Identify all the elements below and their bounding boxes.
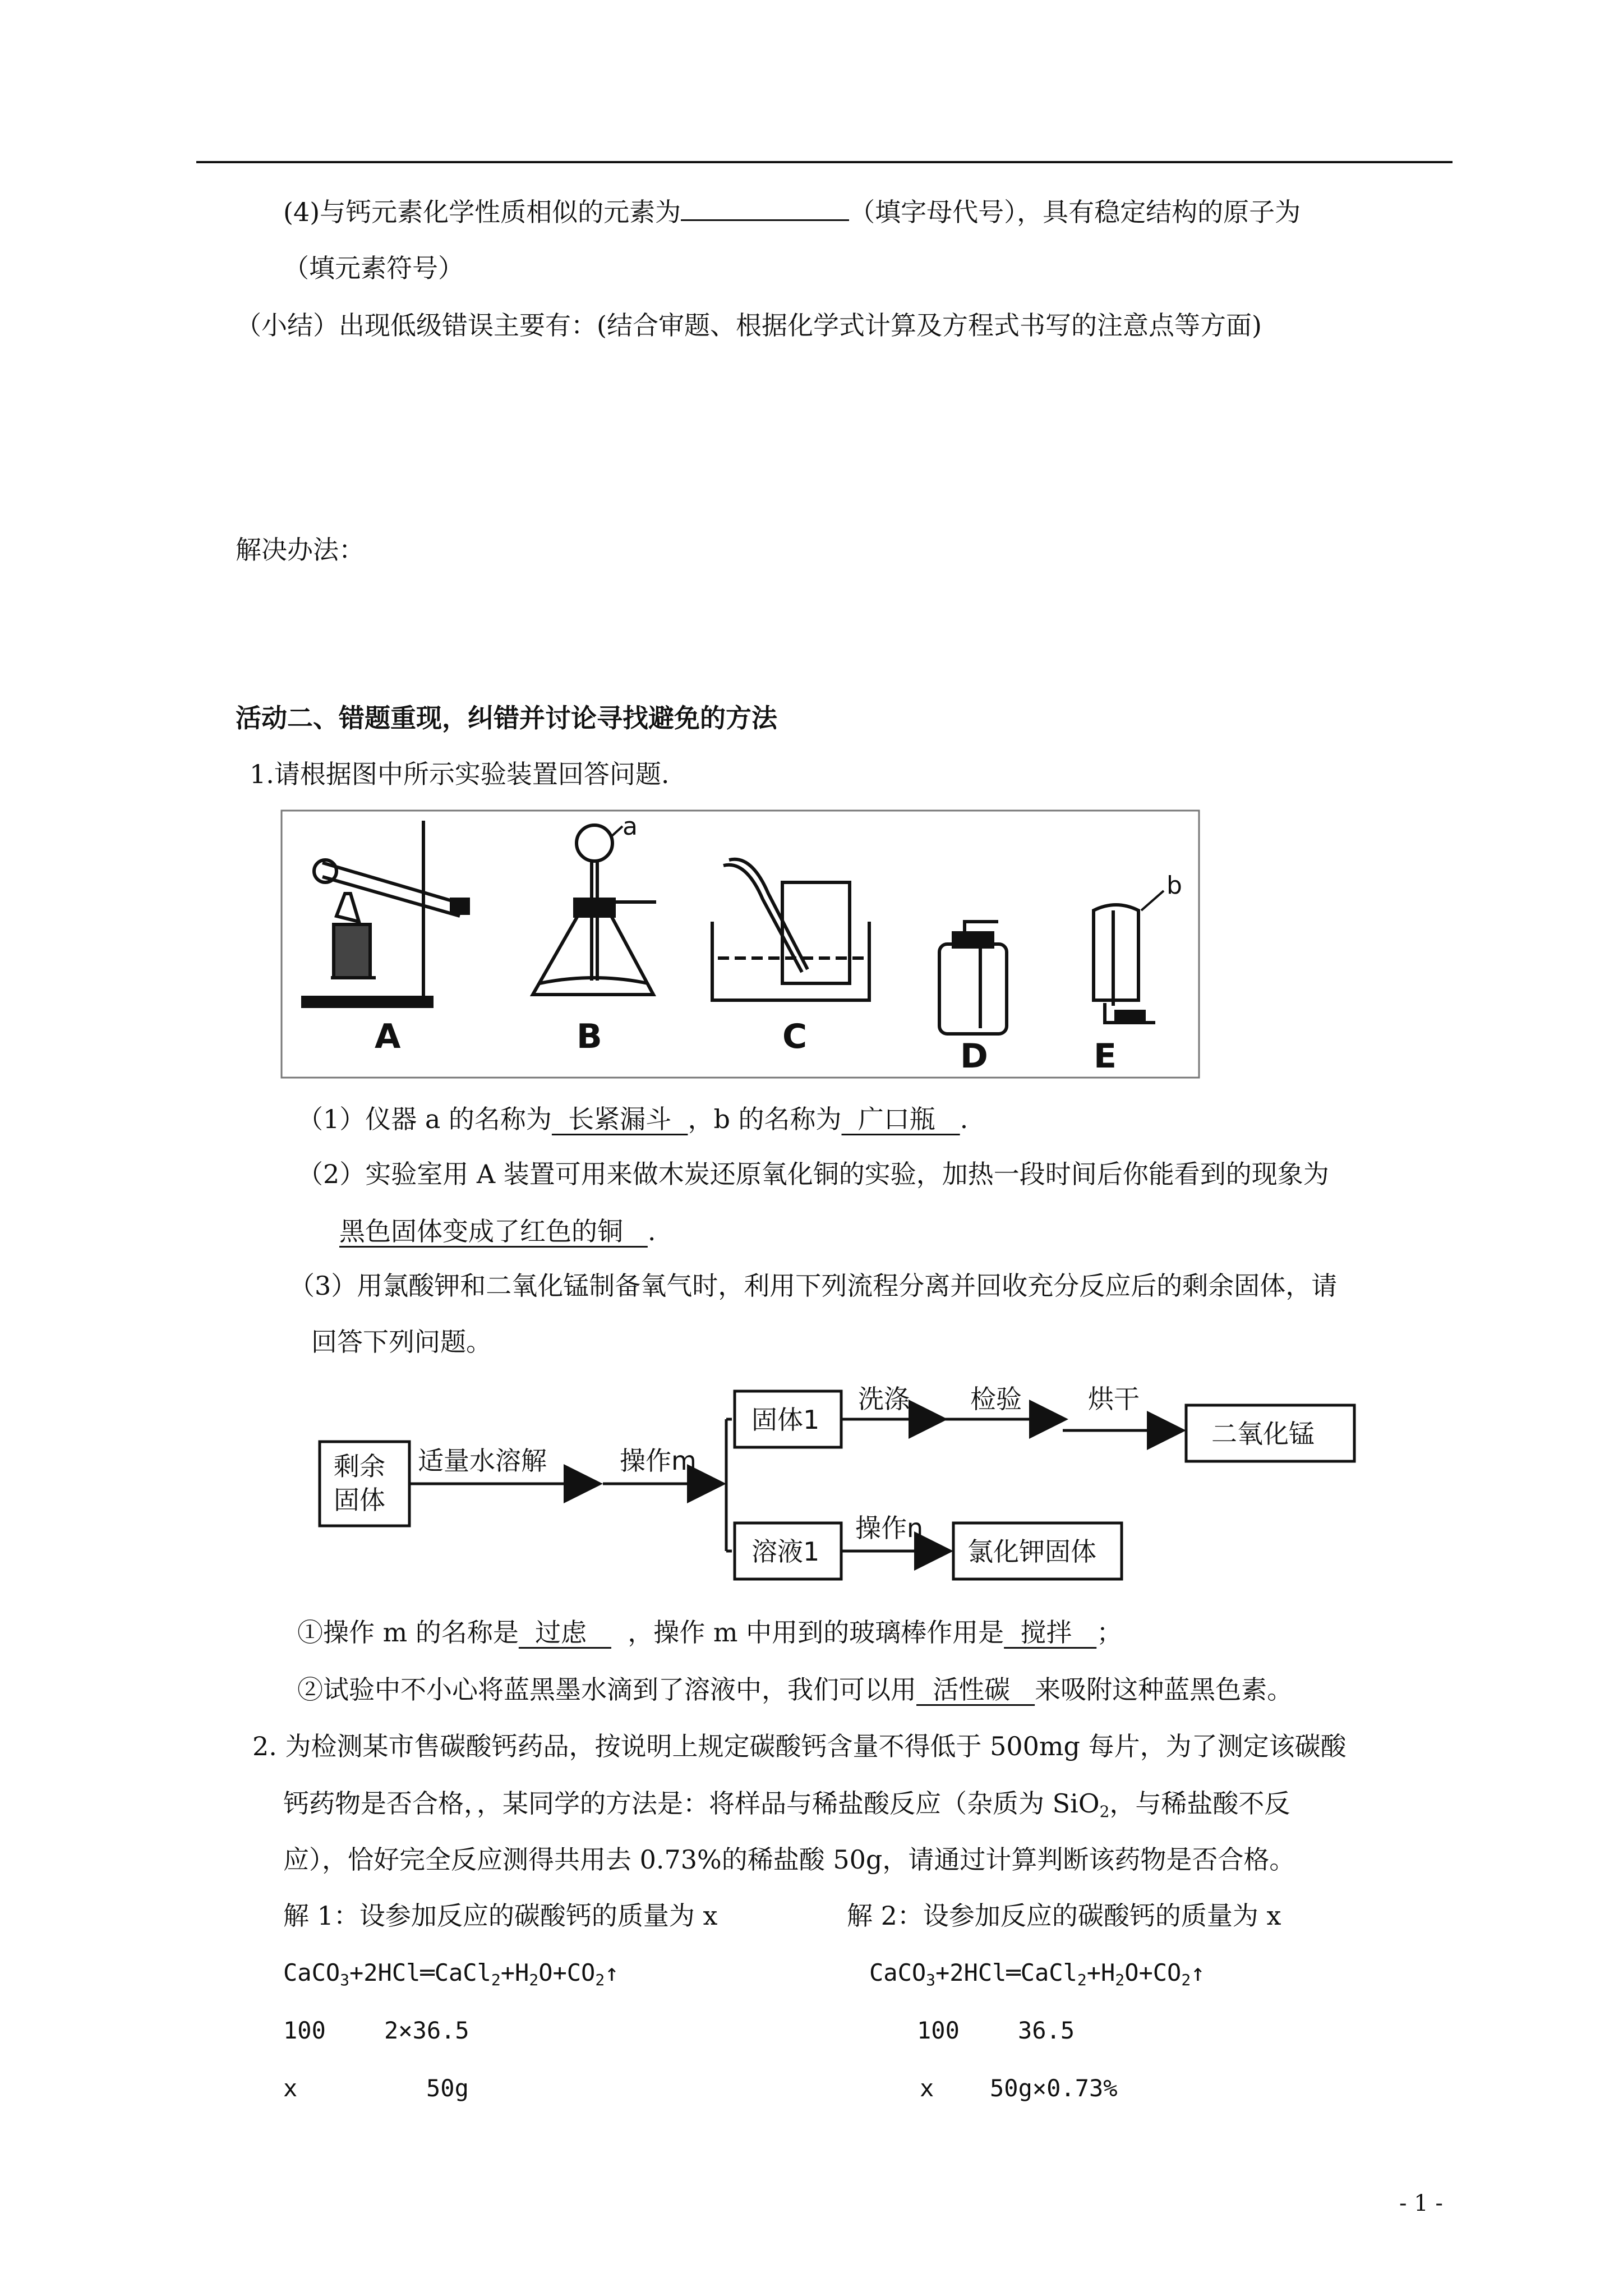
q1-3a-mid: ，操作 m 中用到的玻璃棒作用是 bbox=[628, 1617, 1004, 1648]
page-number: - 1 - bbox=[1399, 2191, 1443, 2216]
start-line2: 固体 bbox=[334, 1485, 385, 1515]
sol1-ratio-left1: 100 bbox=[283, 2017, 326, 2044]
sol2-ratio-left1: 100 bbox=[917, 2017, 960, 2044]
q1-1-answer-b: 广口瓶 bbox=[841, 1104, 960, 1134]
q1-3-line1: （3）用氯酸钾和二氧化锰制备氧气时，利用下列流程分离并回收充分反应后的剩余固体，请 bbox=[289, 1271, 1338, 1301]
check-label: 检验 bbox=[970, 1384, 1022, 1414]
sol2-ratio-right1: 36.5 bbox=[1018, 2017, 1075, 2044]
q4-text-a: (4)与钙元素化学性质相似的元素为 bbox=[283, 197, 681, 227]
sol1-ratio-right2: 50g bbox=[426, 2074, 469, 2102]
q1-1 bbox=[297, 1102, 968, 1136]
label-c: C bbox=[782, 1017, 808, 1056]
sol2-ratio-left2: x bbox=[920, 2074, 934, 2102]
sol1-ratio-left2: x bbox=[283, 2074, 298, 2102]
q1-1-pre: （1）仪器 a 的名称为 bbox=[297, 1104, 552, 1134]
summary-text: （小结）出现低级错误主要有：(结合审题、根据化学式计算及方程式书写的注意点等方面) bbox=[236, 310, 1262, 341]
mno2-label: 二氧化锰 bbox=[1211, 1419, 1315, 1449]
header-rule bbox=[196, 161, 1453, 163]
solid1-label: 固体1 bbox=[751, 1405, 820, 1435]
answer-blank bbox=[681, 194, 849, 221]
q4-text-b: （填字母代号），具有稳定结构的原子为 bbox=[849, 197, 1301, 227]
q1-2-line1: （2）实验室用 A 装置可用来做木炭还原氧化铜的实验，加热一段时间后你能看到的现象为 bbox=[297, 1159, 1329, 1189]
solution-label: 解决办法： bbox=[236, 535, 365, 565]
label-d: D bbox=[960, 1037, 988, 1076]
apparatus-figure bbox=[280, 809, 1200, 1079]
q1-3a-answer-b: 搅拌 bbox=[1004, 1617, 1097, 1648]
dry-label: 烘干 bbox=[1088, 1384, 1140, 1414]
q1-3b bbox=[297, 1673, 1293, 1706]
start-line1: 剩余 bbox=[334, 1451, 385, 1481]
q1-3a-post: ； bbox=[1096, 1617, 1123, 1648]
q4-line2: （填元素符号） bbox=[283, 253, 464, 283]
q1-3a bbox=[297, 1616, 1122, 1649]
q1-2-answer: 黑色固体变成了红色的铜 bbox=[339, 1216, 648, 1246]
q1-stem: 1.请根据图中所示实验装置回答问题. bbox=[250, 759, 670, 789]
q1-1-mid: ，b 的名称为 bbox=[688, 1104, 842, 1134]
label-a: A bbox=[375, 1017, 401, 1056]
q2-line3: 应），恰好完全反应测得共用去 0.73%的稀盐酸 50g，请通过计算判断该药物是否合格。 bbox=[283, 1844, 1295, 1875]
mark-a: a bbox=[623, 812, 638, 841]
sol1-title: 解 1：设参加反应的碳酸钙的质量为 x bbox=[283, 1901, 718, 1931]
wash-label: 洗涤 bbox=[858, 1384, 910, 1414]
separation-flowchart bbox=[308, 1374, 1385, 1610]
q1-1-answer-a: 长紧漏斗 bbox=[551, 1104, 688, 1134]
label-b: B bbox=[577, 1017, 602, 1056]
activity-title: 活动二、错题重现，纠错并讨论寻找避免的方法 bbox=[236, 703, 777, 733]
q1-3b-pre: ②试验中不小心将蓝黑墨水滴到了溶液中，我们可以用 bbox=[297, 1674, 916, 1705]
mark-b: b bbox=[1166, 871, 1182, 900]
q1-2-line2 bbox=[339, 1214, 656, 1248]
sol2-equation: $CaCO_3+2HCl═CaCl_2+H_2O+CO_2↑$ bbox=[869, 1959, 1205, 1989]
step-dissolve: 适量水溶解 bbox=[418, 1446, 547, 1476]
q1-1-post: . bbox=[960, 1104, 969, 1134]
q1-3a-answer-a: 过虑 bbox=[518, 1617, 611, 1648]
q2-line1: 2. 为检测某市售碳酸钙药品，按说明上规定碳酸钙含量不得低于 500mg 每片，为了测定该碳酸 bbox=[252, 1731, 1347, 1761]
sol2-ratio-right2: 50g×0.73% bbox=[990, 2074, 1118, 2102]
sol1-ratio-right1: 2×36.5 bbox=[384, 2017, 469, 2044]
q1-2-post: . bbox=[647, 1216, 656, 1246]
kcl-label: 氯化钾固体 bbox=[967, 1536, 1096, 1567]
q2-line2-b: ，与稀盐酸不反 bbox=[1109, 1788, 1290, 1819]
sol2-title: 解 2：设参加反应的碳酸钙的质量为 x bbox=[847, 1901, 1281, 1931]
q1-3a-pre: ①操作 m 的名称是 bbox=[297, 1617, 519, 1648]
sol1-equation: $CaCO_3+2HCl═CaCl_2+H_2O+CO_2↑$ bbox=[283, 1959, 619, 1989]
q2-line2 bbox=[283, 1787, 1290, 1829]
step-operation-m: 操作m bbox=[620, 1446, 697, 1476]
step-operation-n: 操作n bbox=[855, 1513, 924, 1543]
q4-line1 bbox=[283, 194, 1301, 229]
q2-line2-sub: 2 bbox=[1099, 1802, 1110, 1821]
q1-3b-answer: 活性碳 bbox=[916, 1674, 1035, 1705]
label-e: E bbox=[1094, 1037, 1117, 1076]
q1-3b-post: 来吸附这种蓝黑色素。 bbox=[1035, 1674, 1293, 1705]
solution1-label: 溶液1 bbox=[751, 1536, 820, 1567]
q2-line2-a: 钙药物是否合格，，某同学的方法是：将样品与稀盐酸反应（杂质为 SiO bbox=[283, 1788, 1100, 1819]
q1-3-line2: 回答下列问题。 bbox=[311, 1327, 492, 1357]
